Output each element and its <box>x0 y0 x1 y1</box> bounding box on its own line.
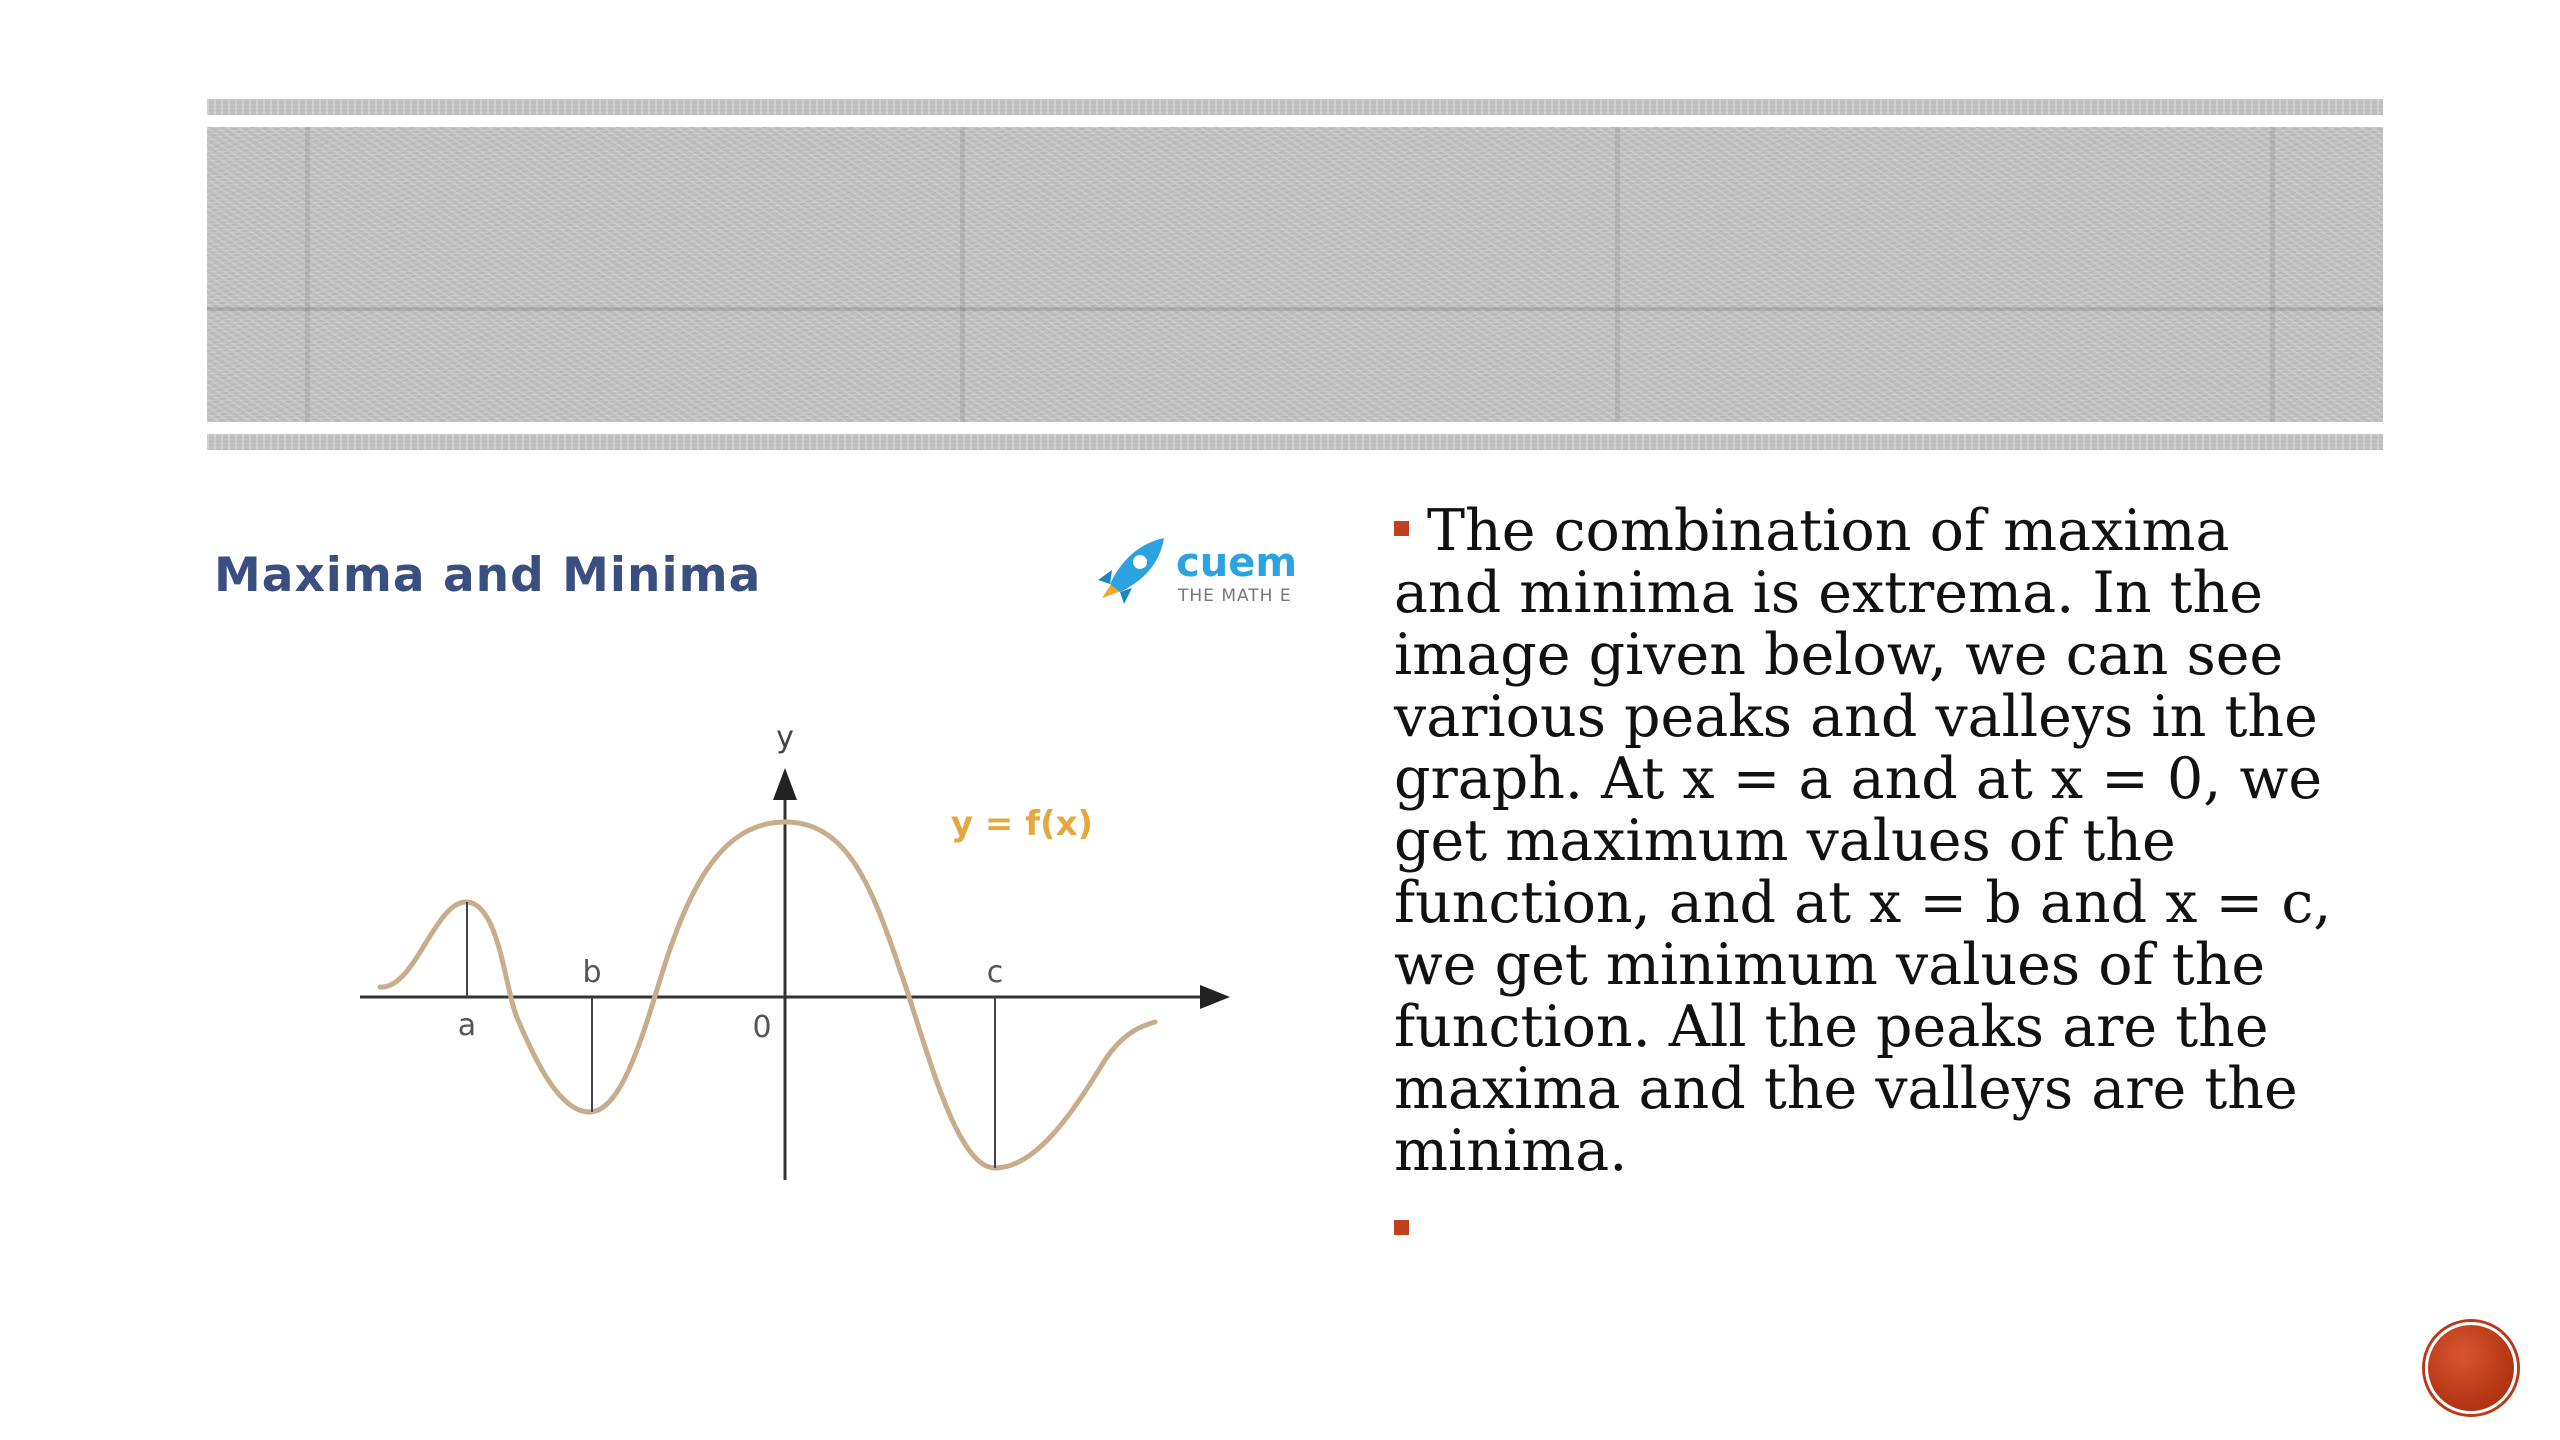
header-band-bottom <box>207 434 2383 450</box>
bullet-icon <box>1394 1220 1409 1235</box>
curve-label: y = f(x) <box>950 804 1094 844</box>
slide-number-badge <box>2425 1322 2517 1414</box>
y-axis-label: y <box>776 720 794 755</box>
header-band <box>207 127 2383 422</box>
function-curve <box>380 822 1155 1168</box>
point-label-a: a <box>457 1008 477 1043</box>
point-label-b: b <box>582 955 602 990</box>
point-label-c: c <box>986 955 1004 990</box>
logo-brand: cuem <box>1176 540 1297 586</box>
header-band-top <box>207 99 2383 115</box>
figure-title: Maxima and Minima <box>214 548 762 603</box>
y-axis-arrow-icon <box>773 768 797 800</box>
logo-tagline: THE MATH E <box>1178 586 1292 606</box>
x-axis-arrow-icon <box>1200 985 1230 1009</box>
origin-label: 0 <box>752 1010 772 1045</box>
maxima-minima-figure <box>200 500 1310 1220</box>
content-text <box>1394 500 2344 1235</box>
empty-bullet <box>1394 1220 2344 1235</box>
paragraph-text: The combination of maxima and minima is extrema. In the image given below, we can see various peaks and valleys in the graph. At x = a and at x = 0, we get maximum values of the function, and at x = b and x = c, we get minimum values of the function. All the peaks are the maxima and the valleys are the minima. <box>1394 498 2332 1184</box>
function-graph <box>200 500 1310 1220</box>
bullet-paragraph <box>1394 500 2344 1182</box>
bullet-icon <box>1394 521 1409 536</box>
